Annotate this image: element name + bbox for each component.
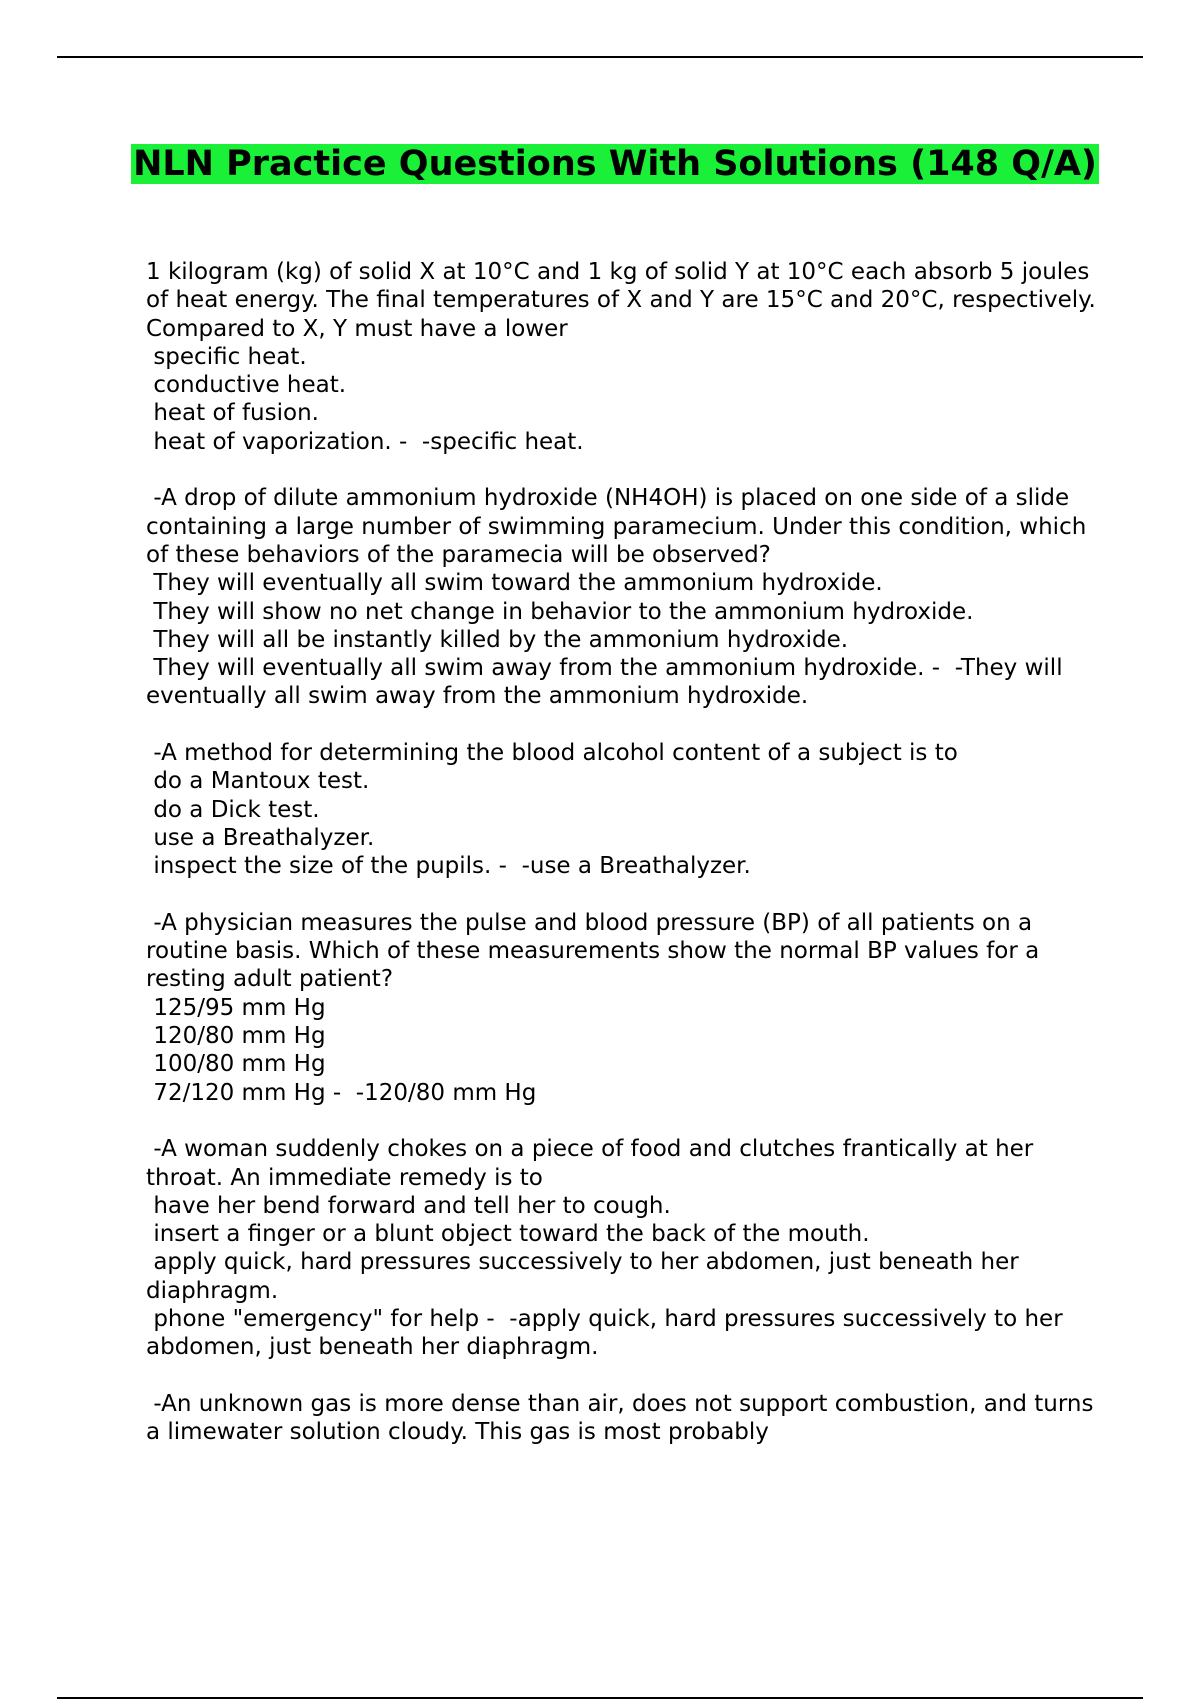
answer-option: 120/80 mm Hg (146, 1023, 326, 1050)
question-list (146, 258, 1106, 1475)
answer-option-with-solution: They will eventually all swim away from the ammonium hydroxide. - -They will eventually all swim away from the ammonium hydroxide. (146, 655, 1070, 710)
question-text: -A woman suddenly chokes on a piece of food and clutches frantically at her throat. An immediate remedy is to (146, 1136, 1041, 1191)
bottom-divider (57, 1697, 1143, 1699)
question-text: -An unknown gas is more dense than air, does not support combustion, and turns a limewater solution cloudy. This gas is most probably (146, 1390, 1101, 1446)
answer-option: insert a finger or a blunt object toward the back of the mouth. (146, 1221, 870, 1248)
answer-option: apply quick, hard pressures successively to her abdomen, just beneath her diaphragm. (146, 1249, 1027, 1304)
answer-option-with-solution: 72/120 mm Hg - -120/80 mm Hg (146, 1079, 537, 1106)
answer-option: heat of fusion. (146, 400, 319, 427)
answer-option: They will eventually all swim toward the ammonium hydroxide. (146, 570, 883, 597)
question-block-1 (146, 258, 1106, 456)
title-highlight: NLN Practice Questions With Solutions (148 Q/A) (133, 144, 1097, 184)
question-text: -A physician measures the pulse and blood pressure (BP) of all patients on a routine basis. Which of these measurements show the normal BP values for a resting adult patient? (146, 909, 1047, 993)
question-block-6 (146, 1390, 1106, 1447)
question-text: -A drop of dilute ammonium hydroxide (NH4OH) is placed on one side of a slide containing a large number of swimming paramecium. Under this condition, which of these behaviors of the paramecia will be observed? (146, 485, 1094, 568)
document-title (130, 142, 1100, 186)
answer-option: do a Mantoux test. (146, 768, 370, 795)
answer-option: do a Dick test. (146, 796, 320, 823)
answer-option: 125/95 mm Hg (146, 994, 326, 1021)
answer-option: 100/80 mm Hg (146, 1051, 326, 1078)
answer-option: They will show no net change in behavior to the ammonium hydroxide. (146, 598, 974, 625)
answer-option: conductive heat. (146, 372, 347, 399)
answer-option: use a Breathalyzer. (146, 824, 375, 851)
answer-option-with-solution: inspect the size of the pupils. - -use a Breathalyzer. (146, 853, 751, 880)
question-block-3 (146, 739, 1106, 880)
answer-option: They will all be instantly killed by the ammonium hydroxide. (146, 626, 849, 653)
question-text: 1 kilogram (kg) of solid X at 10°C and 1 kg of solid Y at 10°C each absorb 5 joules of heat energy. The final temperatures of X and Y are 15°C and 20°C, respectively. Compared to X, Y must have a lower (146, 259, 1104, 342)
question-text: -A method for determining the blood alcohol content of a subject is to (146, 740, 958, 767)
answer-option: specific heat. (146, 343, 307, 370)
question-block-5 (146, 1135, 1106, 1361)
question-block-2 (146, 484, 1106, 710)
top-divider (57, 56, 1143, 58)
question-block-4 (146, 909, 1106, 1107)
answer-option-with-solution: phone "emergency" for help - -apply quick, hard pressures successively to her abdomen, just beneath her diaphragm. (146, 1305, 1070, 1361)
answer-option-with-solution: heat of vaporization. - -specific heat. (146, 428, 584, 455)
answer-option: have her bend forward and tell her to cough. (146, 1192, 671, 1219)
